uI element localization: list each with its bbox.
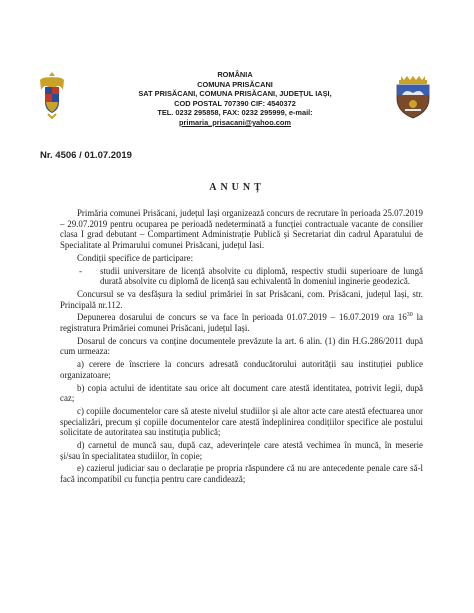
header-contact: TEL. 0232 295858, FAX: 0232 295999, e-mail: bbox=[157, 108, 313, 118]
header-address: SAT PRISĂCANI, COMUNA PRISĂCANI, JUDEȚUL IAȘI, bbox=[138, 89, 332, 99]
header-postal-code: COD POSTAL 707390 CIF: 4540372 bbox=[174, 98, 296, 108]
romania-coat-of-arms-icon bbox=[36, 70, 68, 120]
header-country: ROMÂNIA bbox=[217, 70, 253, 79]
location-paragraph: Concursul se va desfășura la sediul primăriei în sat Prisăcani, com. Prisăcani, județul Iași, str. Principală nr.112. bbox=[60, 288, 423, 310]
document-number: Nr. 4506 / 01.07.2019 bbox=[40, 150, 132, 161]
announcement-paragraph: Primăria comunei Prisăcani, județul Iași organizează concurs de recrutare în perioada 25.07.2019 – 29.07.2019 pentru ocuparea pe perioadă nedeterminată a funcției contractuale vacante de consilier clasa I grad debutant – Compartiment Administrație Publică și Secretariat din cadrul Aparatului de Specialitate al Primarului comunei Prisăcani, județul Iasi. bbox=[60, 208, 423, 251]
condition-text: studii universitare de licență absolvite cu diplomă, respectiv studii superioare de lungă durată absolvite cu diplomă de licență sau echivalentă în domeniul inginerie geodezică. bbox=[100, 265, 423, 287]
dossier-item-a: a) cerere de înscriere la concurs adresată conducătorului autorității sau instituției publice organizatoare; bbox=[60, 359, 423, 380]
dossier-paragraph: Dosarul de concurs va conține documentele prevăzute la art. 6 alin. (1) din H.G.286/2011 după cum urmeaza: bbox=[60, 335, 423, 357]
submission-paragraph bbox=[60, 312, 423, 333]
submission-text-start: Depunerea dosarului de concurs se va face în perioada 01.07.2019 – 16.07.2019 ora 16 bbox=[77, 312, 407, 323]
list-bullet: - bbox=[79, 265, 82, 276]
header-email-link[interactable]: primaria_prisacani@yahoo.com bbox=[179, 117, 291, 127]
conditions-list-item bbox=[79, 266, 423, 287]
commune-coat-of-arms-icon bbox=[393, 74, 433, 120]
document-title: ANUNȚ bbox=[209, 182, 265, 193]
header-commune: COMUNA PRISĂCANI bbox=[197, 79, 273, 89]
institution-header bbox=[110, 70, 360, 128]
dossier-item-c: c) copiile documentelor care să ateste nivelul studiilor și ale altor acte care atestă efectuarea unor specializări, precum și copiile documentelor care atestă îndeplinirea condițiilor specifice ale postului solicitate de autoritatea sau instituția publică; bbox=[60, 405, 423, 438]
dossier-item-b: b) copia actului de identitate sau orice alt document care atestă identitatea, potrivit legii, după caz; bbox=[60, 382, 423, 404]
conditions-heading: Condiții specifice de participare: bbox=[77, 252, 194, 263]
submission-time-minutes: 30 bbox=[406, 312, 413, 319]
document-body bbox=[60, 208, 423, 487]
submission-text-end: la registratura Primăriei comunei Prisăcani, județul Iași. bbox=[60, 312, 424, 334]
dossier-item-e: e) cazierul judiciar sau o declarație pe propria răspundere că nu are antecedente penale care să-l facă incompatibil cu funcția pentru care candidează; bbox=[60, 463, 423, 485]
dossier-item-d: d) carnetul de muncă sau, după caz, adeverințele care atestă vechimea în muncă, în meserie și/sau în specialitatea studiilor, în copie; bbox=[60, 440, 423, 461]
